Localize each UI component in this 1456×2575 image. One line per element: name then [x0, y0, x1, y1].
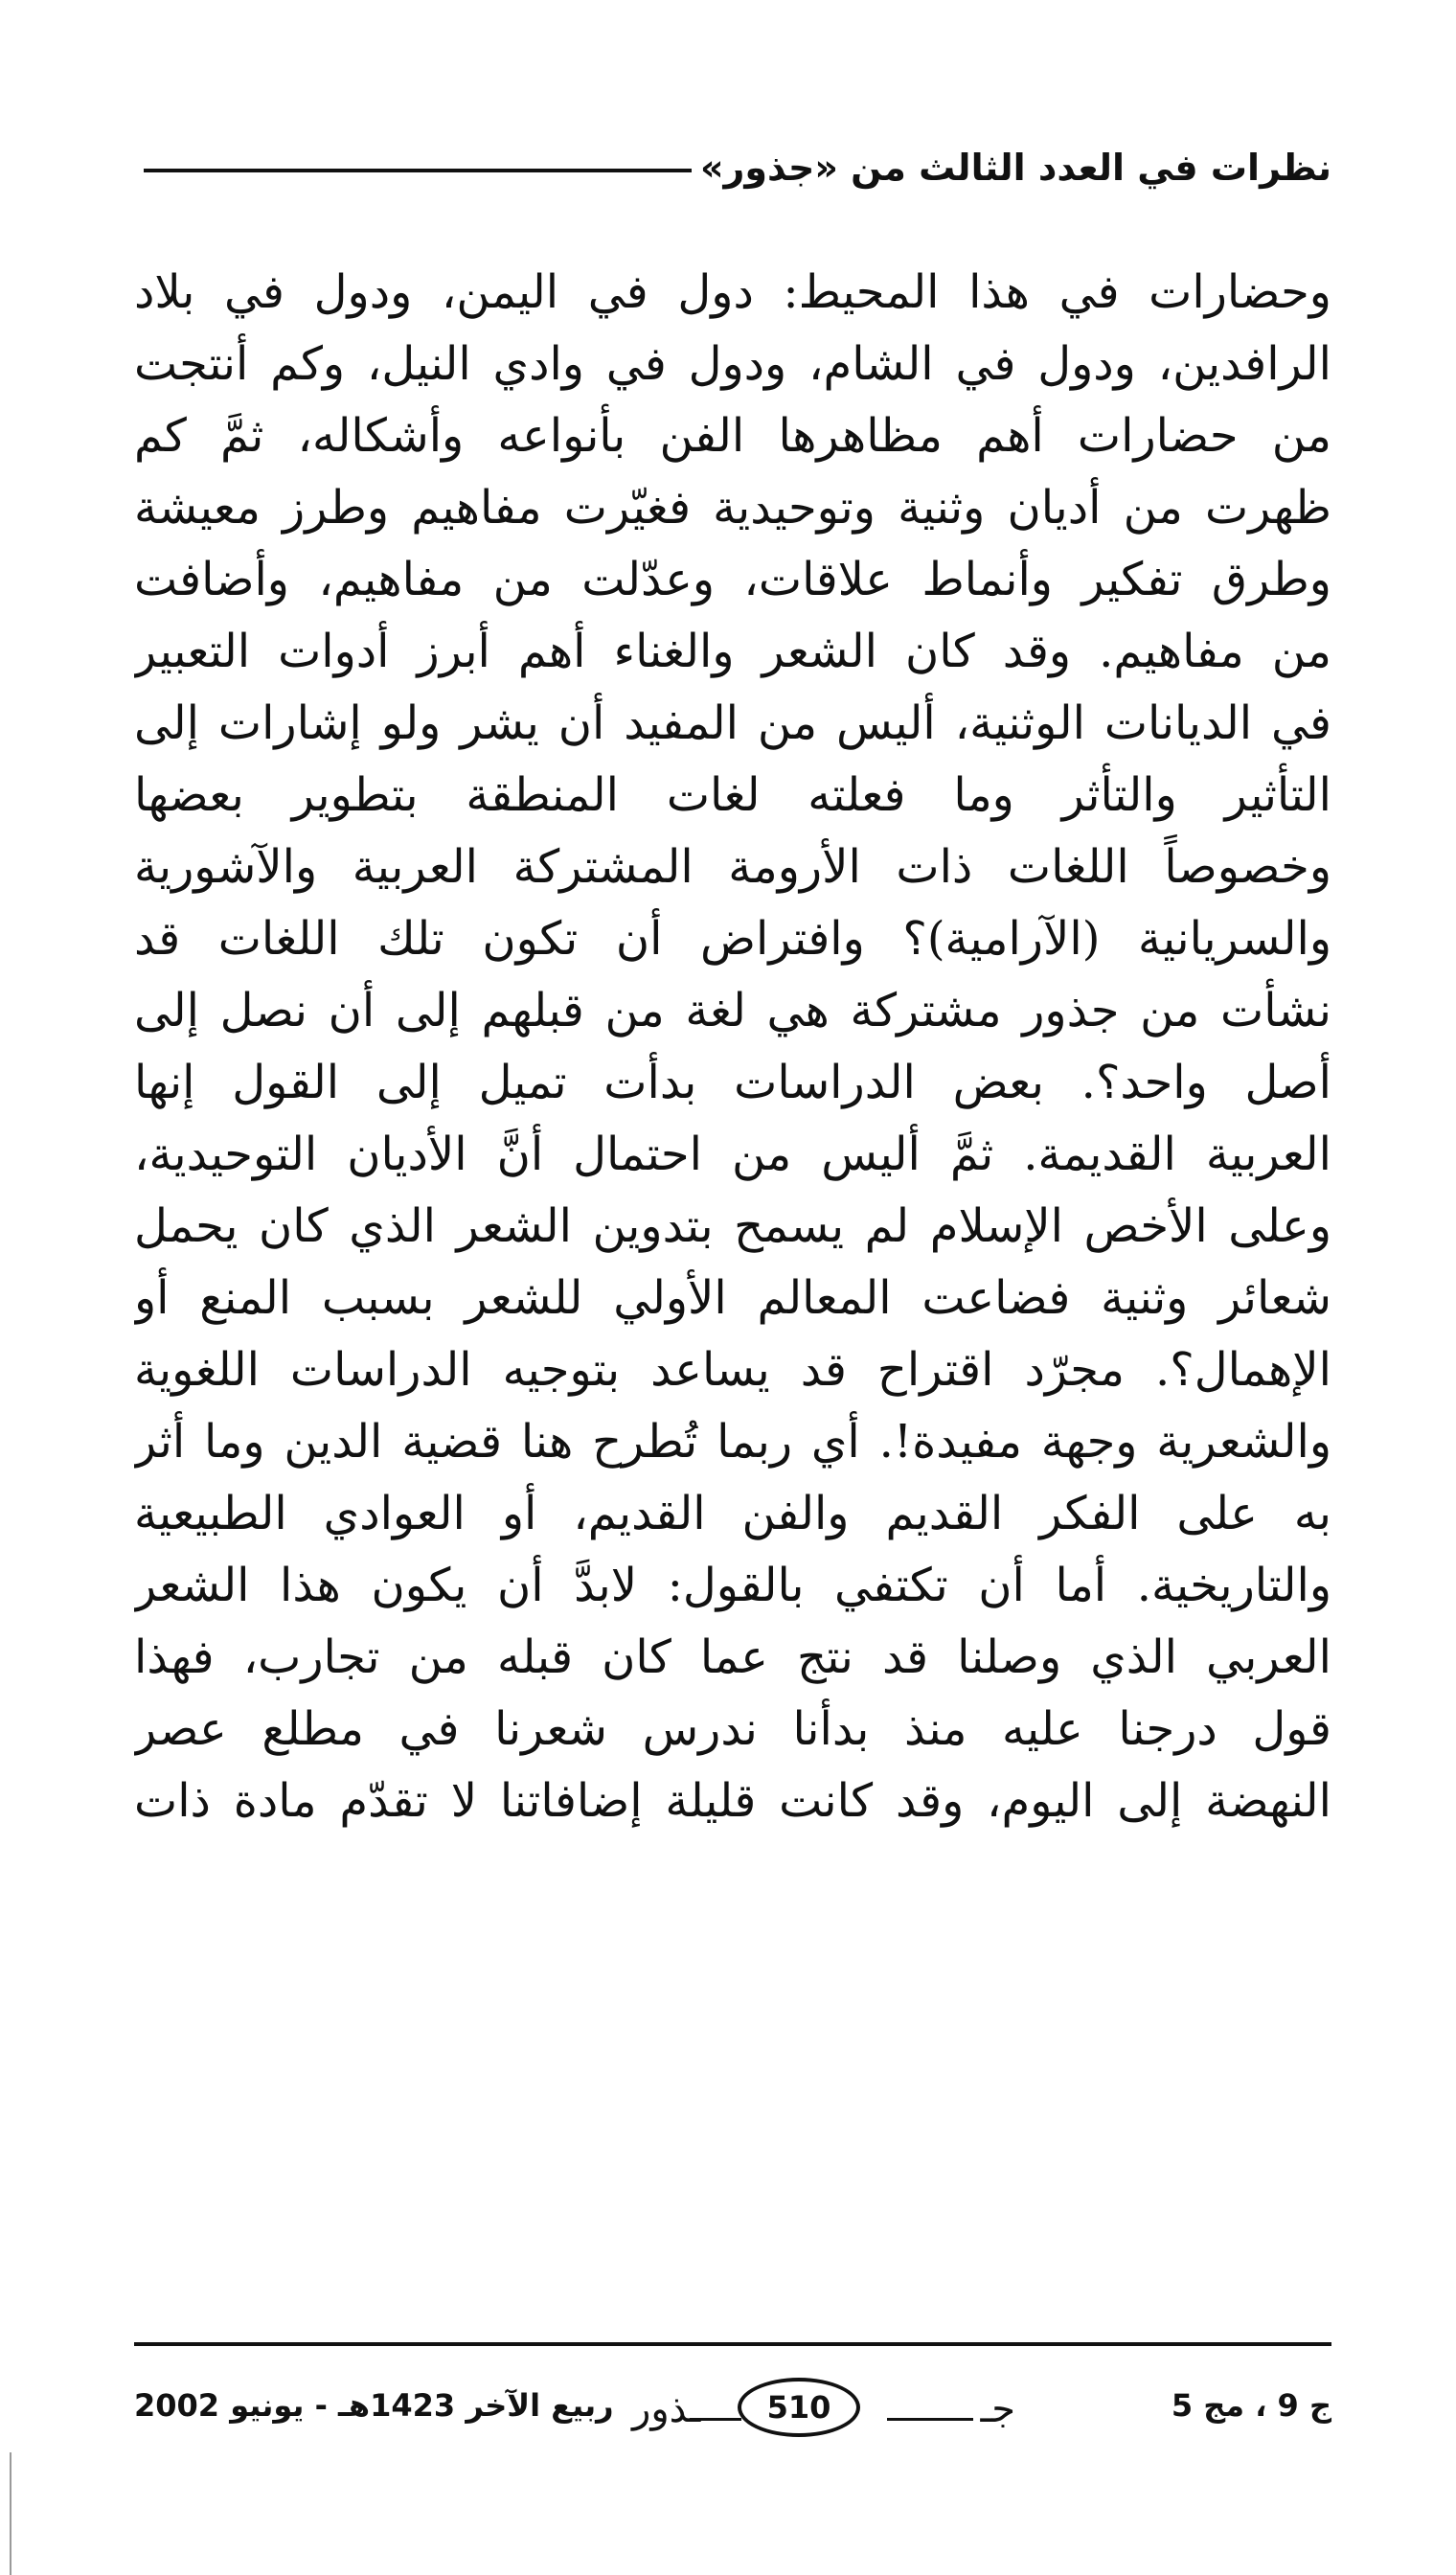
header-rule — [144, 169, 692, 172]
issue-volume: ج 9 ، مج 5 — [1171, 2387, 1331, 2424]
text-line: الإهمال؟. مجرّد اقتراح قد يساعد بتوجيه الدراسات اللغوية — [134, 1343, 1331, 1397]
text-line: قول درجنا عليه منذ بدأنا ندرس شعرنا في مطلع عصر — [134, 1702, 1331, 1756]
scan-edge-mark — [10, 2452, 11, 2575]
text-line: النهضة إلى اليوم، وقد كانت قليلة إضافاتنا لا تقدّم مادة ذات — [134, 1774, 1331, 1828]
logo-letters-dhur: ـذور — [632, 2387, 701, 2431]
text-line: والتاريخية. أما أن تكتفي بالقول: لابدَّ أن يكون هذا الشعر — [134, 1559, 1331, 1612]
text-line: وعلى الأخص الإسلام لم يسمح بتدوين الشعر الذي كان يحمل — [134, 1199, 1331, 1253]
journal-logo — [632, 2374, 1015, 2441]
text-line: الرافدين، ودول في الشام، ودول في وادي النيل، وكم أنتجت — [134, 337, 1331, 391]
text-line: نشأت من جذور مشتركة هي لغة من قبلهم إلى أن نصل إلى — [134, 984, 1331, 1037]
text-line: من مفاهيم. وقد كان الشعر والغناء أهم أبرز أدوات التعبير — [134, 625, 1331, 678]
text-line: التأثير والتأثر وما فعلته لغات المنطقة بتطوير بعضها — [134, 768, 1331, 822]
text-line: به على الفكر القديم والفن القديم، أو العوادي الطبيعية — [134, 1487, 1331, 1540]
page-footer — [134, 2366, 1331, 2452]
header-title: نظرات في العدد الثالث من «جذور» — [699, 147, 1331, 189]
text-line: أصل واحد؟. بعض الدراسات بدأت تميل إلى القول إنها — [134, 1056, 1331, 1109]
text-line: والشعرية وجهة مفيدة!. أي ربما تُطرح هنا قضية الدين وما أثر — [134, 1415, 1331, 1469]
page-number: 510 — [738, 2378, 860, 2437]
text-line: شعائر وثنية فضاعت المعالم الأولي للشعر بسبب المنع أو — [134, 1271, 1331, 1325]
logo-letter-jeem: جـ — [980, 2387, 1015, 2431]
footer-rule — [134, 2342, 1331, 2346]
text-line: والسريانية (الآرامية)؟ وافتراض أن تكون تلك اللغات قد — [134, 912, 1331, 966]
text-line: من حضارات أهم مظاهرها الفن بأنواعه وأشكاله، ثمَّ كم — [134, 409, 1331, 463]
text-line: وخصوصاً اللغات ذات الأرومة المشتركة العربية والآشورية — [134, 840, 1331, 894]
text-line: العربية القديمة. ثمَّ أليس من احتمال أنَّ الأديان التوحيدية، — [134, 1128, 1331, 1181]
text-line: ظهرت من أديان وثنية وتوحيدية فغيّرت مفاهيم وطرز معيشة — [134, 481, 1331, 535]
text-line: في الديانات الوثنية، أليس من المفيد أن يشر ولو إشارات إلى — [134, 696, 1331, 750]
body-text — [134, 257, 1331, 1837]
text-line: وطرق تفكير وأنماط علاقات، وعدّلت من مفاهيم، وأضافت — [134, 553, 1331, 606]
text-line: وحضارات في هذا المحيط: دول في اليمن، ودول في بلاد — [134, 265, 1331, 319]
running-header — [144, 144, 1331, 211]
logo-stroke-right — [887, 2418, 973, 2421]
issue-date: ربيع الآخر 1423هـ - يونيو 2002 — [134, 2387, 614, 2424]
text-line: العربي الذي وصلنا قد نتج عما كان قبله من تجارب، فهذا — [134, 1630, 1331, 1684]
